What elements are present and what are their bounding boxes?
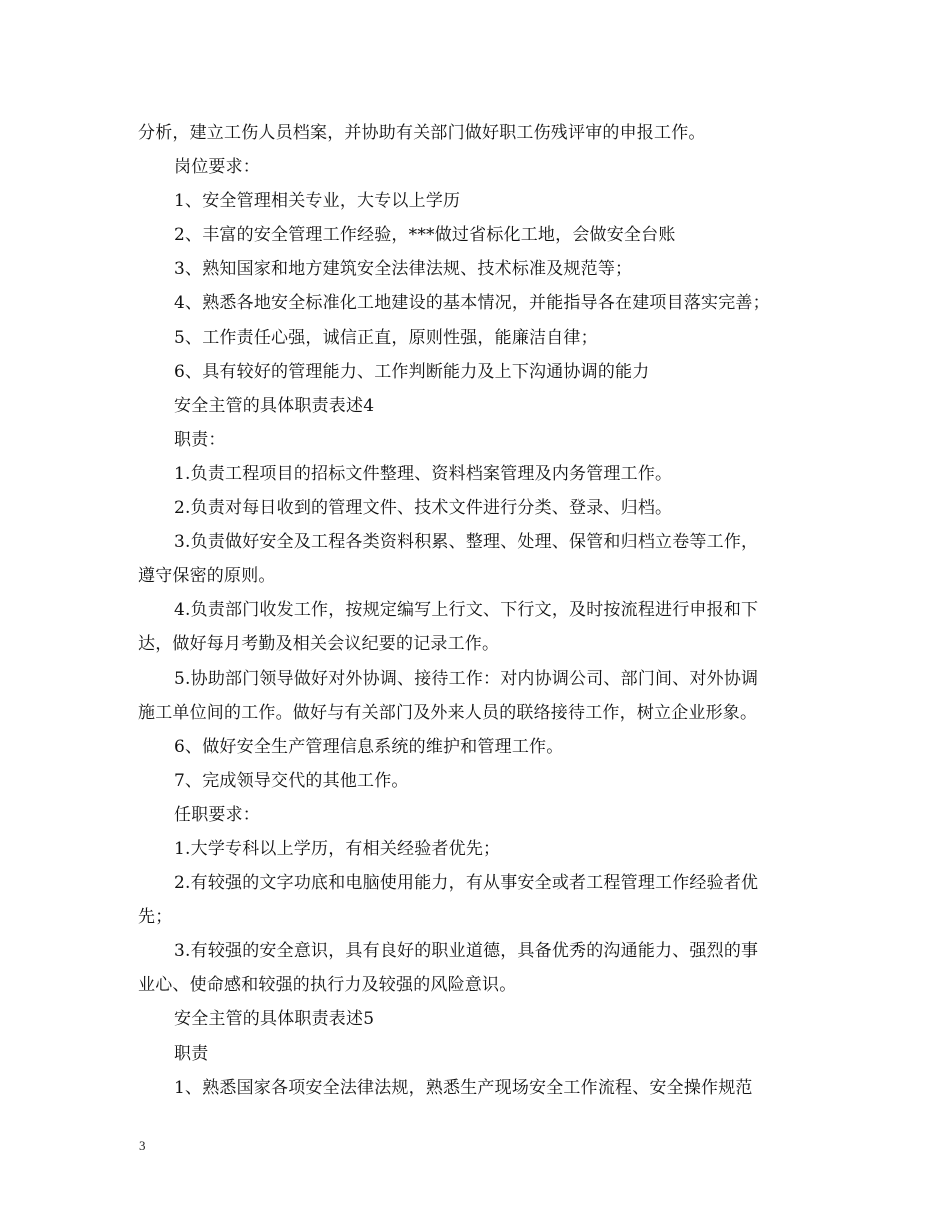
list-item: 2.负责对每日收到的管理文件、技术文件进行分类、登录、归档。: [174, 498, 673, 519]
section-title: 安全主管的具体职责表述5: [174, 1009, 375, 1030]
section-heading: 任职要求：: [174, 804, 260, 825]
list-item: 2、丰富的安全管理工作经验，***做过省标化工地，会做安全台账: [174, 225, 676, 246]
list-item: 1、安全管理相关专业，大专以上学历: [174, 191, 461, 212]
section-heading: 职责: [174, 1043, 209, 1064]
list-item-continuation: 施工单位间的工作。做好与有关部门及外来人员的联络接待工作，树立企业形象。: [138, 702, 758, 723]
list-item: 4、熟悉各地安全标准化工地建设的基本情况，并能指导各在建项目落实完善；: [174, 293, 770, 314]
list-item: 7、完成领导交代的其他工作。: [174, 770, 409, 791]
list-item: 3.负责做好安全及工程各类资料积累、整理、处理、保管和归档立卷等工作，: [174, 532, 759, 553]
list-item: 4.负责部门收发工作，按规定编写上行文、下行文，及时按流程进行申报和下: [174, 600, 759, 621]
list-item: 2.有较强的文字功底和电脑使用能力，有从事安全或者工程管理工作经验者优: [174, 873, 759, 894]
list-item-continuation: 先；: [138, 907, 173, 928]
list-item: 1、熟悉国家各项安全法律法规，熟悉生产现场安全工作流程、安全操作规范: [174, 1077, 753, 1098]
list-item-continuation: 达，做好每月考勤及相关会议纪要的记录工作。: [138, 634, 500, 655]
list-item: 5、工作责任心强，诚信正直，原则性强，能廉洁自律；: [174, 327, 598, 348]
list-item: 3.有较强的安全意识，具有良好的职业道德，具备优秀的沟通能力、强烈的事: [174, 941, 759, 962]
list-item: 1.负责工程项目的招标文件整理、资料档案管理及内务管理工作。: [174, 463, 673, 484]
list-item: 6、具有较好的管理能力、工作判断能力及上下沟通协调的能力: [174, 361, 650, 382]
list-item-continuation: 业心、使命感和较强的执行力及较强的风险意识。: [138, 975, 517, 996]
section-heading: 职责：: [174, 429, 226, 450]
section-title: 安全主管的具体职责表述4: [174, 395, 375, 416]
list-item: 6、做好安全生产管理信息系统的维护和管理工作。: [174, 736, 564, 757]
list-item: 1.大学专科以上学历，有相关经验者优先；: [174, 838, 501, 859]
list-item: 5.协助部门领导做好对外协调、接待工作：对内协调公司、部门间、对外协调: [174, 668, 759, 689]
list-item: 3、熟知国家和地方建筑安全法律法规、技术标准及规范等；: [174, 259, 633, 280]
paragraph-line: 分析，建立工伤人员档案，并协助有关部门做好职工伤残评审的申报工作。: [138, 123, 706, 143]
document-body: [138, 116, 814, 1105]
section-heading: 岗位要求：: [174, 157, 260, 178]
list-item-continuation: 遵守保密的原则。: [138, 566, 276, 587]
page-number: 3: [139, 1138, 146, 1153]
